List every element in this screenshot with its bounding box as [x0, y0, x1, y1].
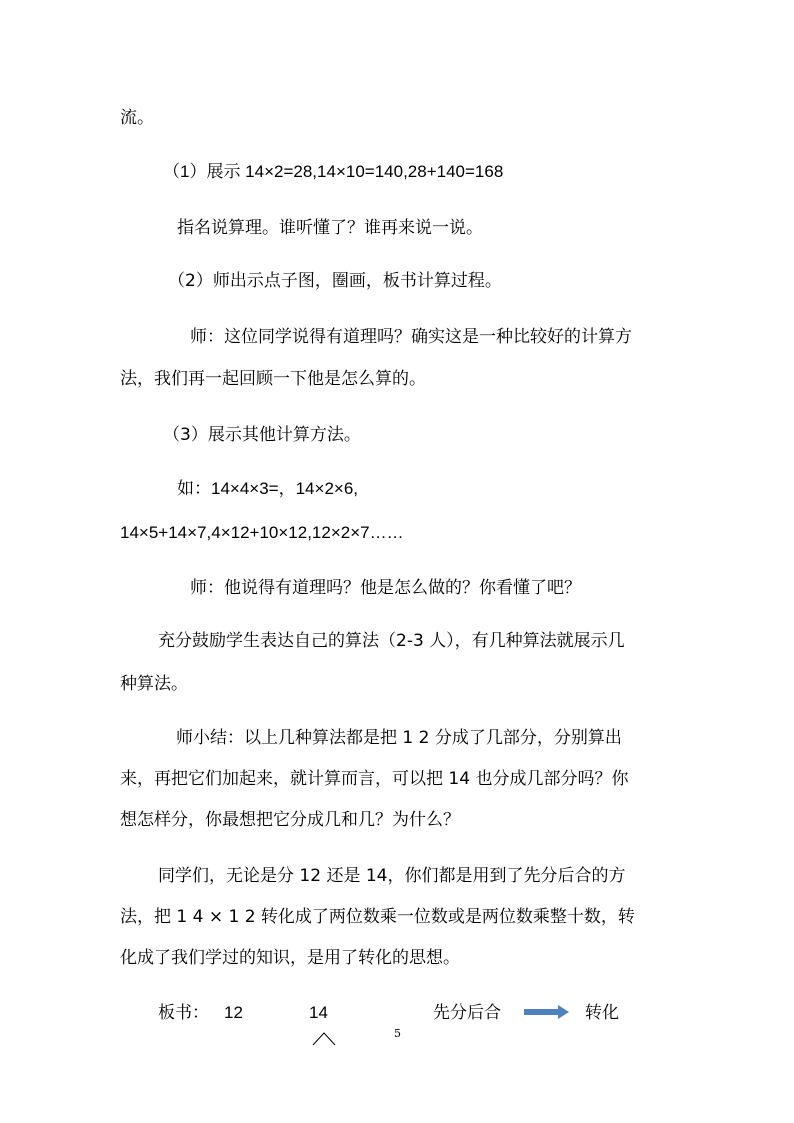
- text-line-8: 如：14×4×3=，14×2×6,: [177, 479, 358, 498]
- split-caret-icon: [312, 1030, 336, 1046]
- text-line-2: （1）展示 14×2=28,14×10=140,28+140=168: [163, 162, 504, 181]
- board-result: 转化: [585, 1003, 619, 1023]
- text-line-4: （2）师出示点子图，圈画，板书计算过程。: [168, 271, 502, 291]
- text-line-13: 师小结：以上几种算法都是把 1 2 分成了几部分，分别算出: [176, 728, 622, 748]
- board-label: 板书：: [158, 1003, 209, 1023]
- text-line-6: 法，我们再一起回顾一下他是怎么算的。: [120, 369, 426, 389]
- page-number: 5: [394, 1027, 401, 1040]
- text-line-1: 流。: [120, 108, 154, 128]
- text-line-3: 指名说算理。谁听懂了？谁再来说一说。: [177, 218, 483, 238]
- text-line-17: 法，把 1 4 × 1 2 转化成了两位数乘一位数或是两位数乘整十数，转: [120, 907, 635, 927]
- board-number-12: 12: [224, 1003, 243, 1022]
- text-line-16: 同学们，无论是分 12 还是 14，你们都是用到了先分后合的方: [158, 866, 626, 886]
- text-line-10: 师：他说得有道理吗？他是怎么做的？你看懂了吧？: [190, 578, 581, 598]
- board-method: 先分后合: [433, 1003, 501, 1023]
- text-line-12: 种算法。: [120, 674, 188, 694]
- text-line-9: 14×5+14×7,4×12+10×12,12×2×7……: [120, 523, 404, 542]
- board-number-14: 14: [309, 1003, 328, 1022]
- text-line-14: 来，再把它们加起来，就计算而言，可以把 14 也分成几部分吗？你: [120, 769, 629, 789]
- text-line-7: （3）展示其他计算方法。: [163, 425, 361, 445]
- right-arrow-icon: [524, 1005, 570, 1019]
- text-line-5: 师：这位同学说得有道理吗？确实这是一种比较好的计算方: [190, 327, 632, 347]
- text-line-18: 化成了我们学过的知识，是用了转化的思想。: [120, 948, 460, 968]
- text-line-11: 充分鼓励学生表达自己的算法（2-3 人），有几种算法就展示几: [158, 631, 625, 651]
- text-line-15: 想怎样分，你最想把它分成几和几？为什么？: [120, 810, 460, 830]
